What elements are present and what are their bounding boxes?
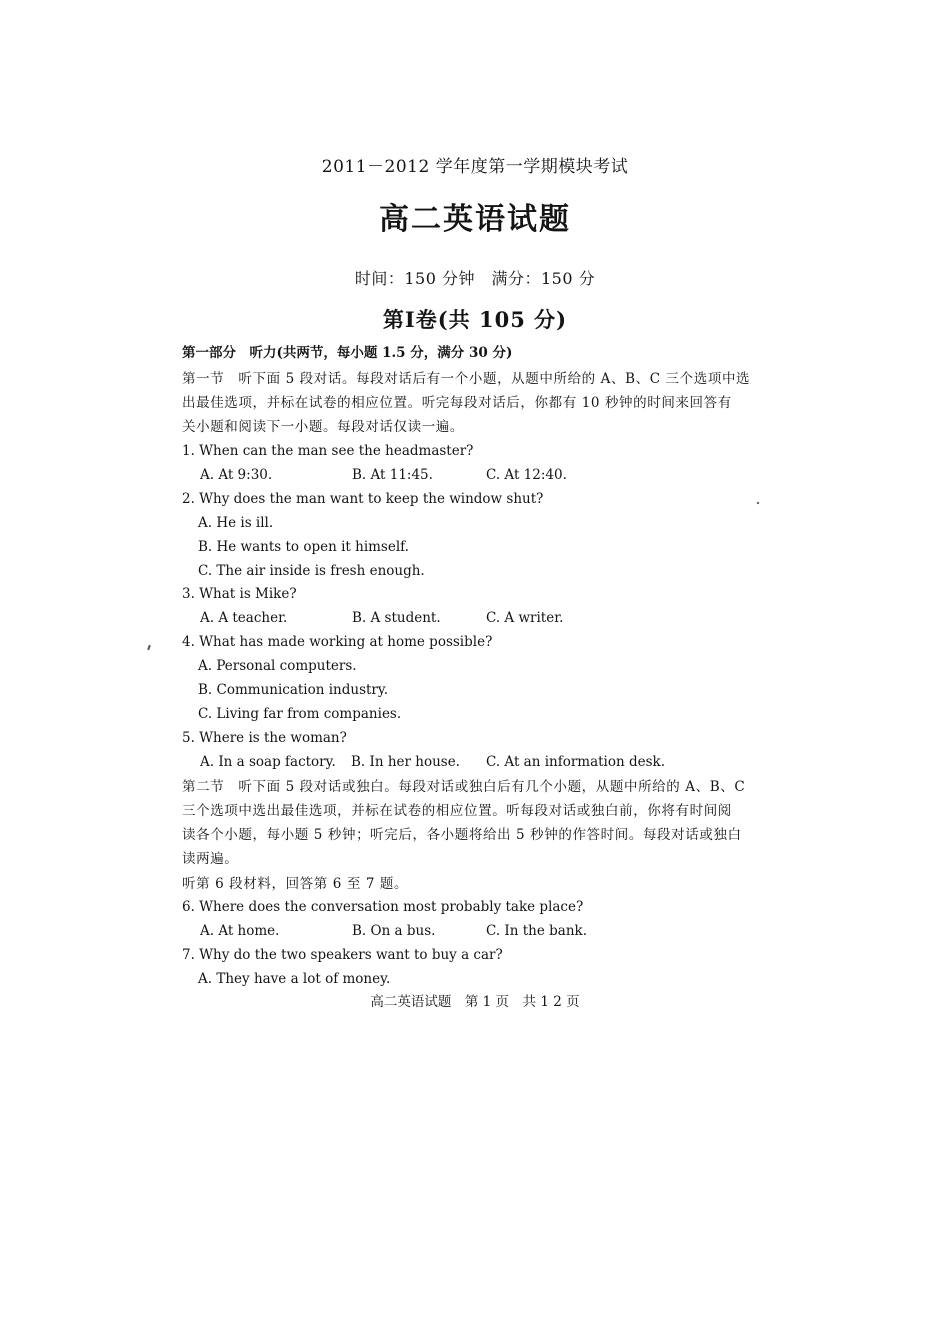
option-3a: A. A teacher. <box>200 610 288 626</box>
section2-instruction-line: 读两遍。 <box>182 851 239 867</box>
option-1c: C. At 12:40. <box>486 467 567 483</box>
scan-speck <box>757 502 760 505</box>
question-5: 5. Where is the woman? <box>182 730 347 746</box>
option-3b: B. A student. <box>352 610 441 626</box>
option-4c: C. Living far from companies. <box>198 706 402 722</box>
option-5b: B. In her house. <box>351 754 460 770</box>
section2-instruction-line: 读各个小题，每小题 5 秒钟；听完后，各小题将给出 5 秒钟的作答时间。每段对话或独白 <box>182 827 742 843</box>
question-3: 3. What is Mike? <box>182 586 297 602</box>
option-2a: A. He is ill. <box>198 515 274 531</box>
exam-title: 高二英语试题 <box>379 202 571 237</box>
option-1a: A. At 9:30. <box>200 467 273 483</box>
scan-speck <box>147 645 151 650</box>
section1-instruction-line: 出最佳选项，并标在试卷的相应位置。听完每段对话后，你都有 10 秒钟的时间来回答有 <box>182 395 732 411</box>
volume-title: 第Ⅰ卷(共 105 分) <box>382 307 568 332</box>
page-footer: 高二英语试题 第 1 页 共 1 2 页 <box>370 994 580 1010</box>
option-2c: C. The air inside is fresh enough. <box>198 563 425 579</box>
option-4b: B. Communication industry. <box>198 682 389 698</box>
exam-header: 2011－2012 学年度第一学期模块考试 <box>321 157 629 177</box>
section1-instruction-line: 第一节 听下面 5 段对话。每段对话后有一个小题，从题中所给的 A、B、C 三个选项中选 <box>182 371 751 387</box>
question-6: 6. Where does the conversation most probably take place? <box>182 899 584 915</box>
material-note: 听第 6 段材料，回答第 6 至 7 题。 <box>182 876 409 892</box>
section2-instruction-line: 第二节 听下面 5 段对话或独白。每段对话或独白后有几个小题，从题中所给的 A、B、C <box>182 779 746 795</box>
question-1: 1. When can the man see the headmaster? <box>182 443 474 459</box>
option-6b: B. On a bus. <box>352 923 436 939</box>
question-7: 7. Why do the two speakers want to buy a car? <box>182 947 503 963</box>
option-1b: B. At 11:45. <box>352 467 433 483</box>
option-6a: A. At home. <box>200 923 280 939</box>
option-4a: A. Personal computers. <box>198 658 357 674</box>
option-2b: B. He wants to open it himself. <box>198 539 409 555</box>
question-4: 4. What has made working at home possible? <box>182 634 493 650</box>
question-2: 2. Why does the man want to keep the window shut? <box>182 491 544 507</box>
option-5c: C. At an information desk. <box>486 754 666 770</box>
section2-instruction-line: 三个选项中选出最佳选项，并标在试卷的相应位置。听每段对话或独白前，你将有时间阅 <box>182 803 732 819</box>
option-7a: A. They have a lot of money. <box>198 971 391 987</box>
option-3c: C. A writer. <box>486 610 564 626</box>
section1-instruction-line: 关小题和阅读下一小题。每段对话仅读一遍。 <box>182 419 464 435</box>
option-6c: C. In the bank. <box>486 923 588 939</box>
option-5a: A. In a soap factory. <box>200 754 336 770</box>
time-info: 时间：150 分钟 满分：150 分 <box>354 269 596 288</box>
part1-heading: 第一部分 听力(共两节，每小题 1.5 分，满分 30 分) <box>182 345 513 361</box>
